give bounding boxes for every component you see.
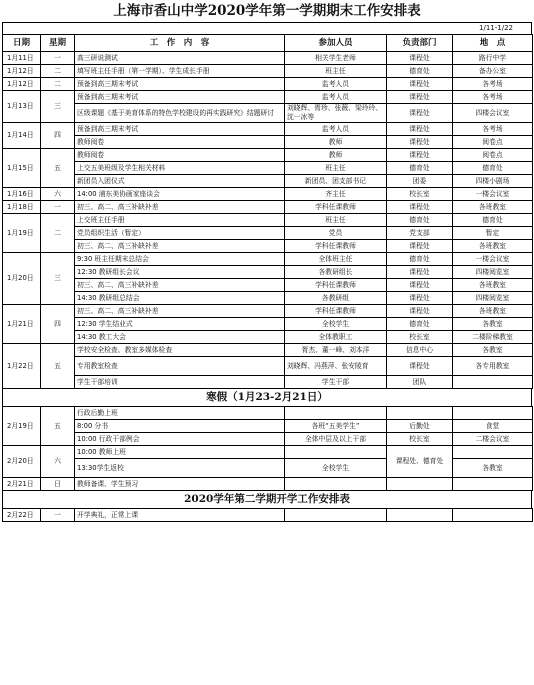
cell-place: 阅卷点 [453,149,533,162]
cell-content: 14:00 浦东美协画家座谈会 [75,188,285,201]
cell-date: 1月19日 [3,214,41,253]
table-row [3,509,533,522]
cell-dept [387,407,453,420]
cell-people: 全体中层及以上干部 [285,433,387,446]
cell-dept [387,509,453,522]
schedule-table-winter [2,406,533,491]
cell-content: 新团员入团仪式 [75,175,285,188]
header-weekday: 星期 [41,35,75,52]
cell-date: 1月18日 [3,201,41,214]
cell-content: 初三、高二、高三补缺补差 [75,240,285,253]
cell-content: 10:00 教师上班 [75,446,285,459]
header-place: 地 点 [453,35,533,52]
cell-dept: 课程处 [387,305,453,318]
cell-content: 13:30学生返校 [75,459,285,478]
cell-date: 1月14日 [3,123,41,149]
cell-place: 各班教室 [453,201,533,214]
table-row [3,344,533,357]
cell-dept: 课程处 [387,292,453,305]
table-row [3,240,533,253]
table-row [3,279,533,292]
cell-place [453,478,533,491]
cell-content: 12:30 教研组长会议 [75,266,285,279]
cell-people: 监考人员 [285,91,387,104]
table-row [3,253,533,266]
cell-dept: 课程处 [387,357,453,376]
cell-people: 学科任课教师 [285,305,387,318]
cell-people: 班主任 [285,214,387,227]
table-row [3,433,533,446]
table-row [3,407,533,420]
header-people: 参加人员 [285,35,387,52]
cell-content: 开学典礼，正常上课 [75,509,285,522]
schedule-sheet [2,0,532,522]
cell-content: 初三、高二、高三补缺补差 [75,279,285,292]
cell-people: 班主任 [285,65,387,78]
cell-date: 1月16日 [3,188,41,201]
cell-weekday: 一 [41,201,75,214]
table-row [3,149,533,162]
table-row [3,201,533,214]
table-row [3,214,533,227]
cell-dept: 后勤处 [387,420,453,433]
cell-weekday: 四 [41,123,75,149]
cell-content: 10:00 行政干部例会 [75,433,285,446]
cell-place: 暂定 [453,227,533,240]
cell-place: 四楼会议室 [453,104,533,123]
cell-place: 备办公室 [453,65,533,78]
table-row [3,136,533,149]
cell-content: 14:30 教工大会 [75,331,285,344]
cell-dept [387,478,453,491]
cell-dept: 课程处 [387,123,453,136]
cell-people [285,407,387,420]
cell-place: 各班教室 [453,279,533,292]
cell-dept: 课程处 [387,91,453,104]
table-row [3,292,533,305]
cell-content: 学校安全检查、教室多媒体检查 [75,344,285,357]
cell-people: 胥杰、董一峰、刘本洋 [285,344,387,357]
cell-place: 德育处 [453,162,533,175]
cell-dept: 课程处 [387,78,453,91]
cell-date: 1月20日 [3,253,41,305]
cell-weekday: 二 [41,78,75,91]
cell-people: 学生干部 [285,376,387,389]
cell-content: 教师备课、学生预习 [75,478,285,491]
cell-date: 2月19日 [3,407,41,446]
cell-weekday: 五 [41,407,75,446]
table-row [3,104,533,123]
cell-dept: 课程处 [387,104,453,123]
cell-people [285,446,387,459]
cell-weekday: 五 [41,149,75,188]
cell-place: 一楼会议室 [453,253,533,266]
cell-date: 1月13日 [3,91,41,123]
cell-weekday: 一 [41,52,75,65]
table-row [3,188,533,201]
cell-place: 各教室 [453,344,533,357]
table-row [3,78,533,91]
cell-people: 监考人员 [285,78,387,91]
cell-place: 阅卷点 [453,136,533,149]
cell-dept: 信息中心 [387,344,453,357]
cell-people: 教师 [285,136,387,149]
cell-place: 四楼小剧场 [453,175,533,188]
cell-dept: 课程处 [387,52,453,65]
cell-content: 上交五美班级及学生相关材料 [75,162,285,175]
header-dept: 负责部门 [387,35,453,52]
cell-weekday: 二 [41,214,75,253]
cell-content: 行政后勤上班 [75,407,285,420]
cell-dept: 课程处 [387,136,453,149]
cell-place: 各教室 [453,459,533,478]
cell-weekday: 一 [41,509,75,522]
cell-content: 专用教室检查 [75,357,285,376]
cell-content: 初三、高二、高三补缺补差 [75,305,285,318]
cell-people: 党员 [285,227,387,240]
cell-people [285,509,387,522]
cell-dept: 课程处 [387,240,453,253]
cell-content: 教师阅卷 [75,149,285,162]
cell-place [453,446,533,459]
cell-place: 各班教室 [453,305,533,318]
date-range: 1/11-1/22 [2,22,532,34]
cell-people: 刘晓辉、冯燕萍、张安陵育 [285,357,387,376]
header-date: 日期 [3,35,41,52]
table-row [3,227,533,240]
schedule-table-semester1 [2,34,533,389]
cell-people: 监考人员 [285,123,387,136]
cell-place: 四楼阅览室 [453,292,533,305]
cell-dept: 德育处 [387,65,453,78]
cell-place: 各考场 [453,78,533,91]
cell-dept: 党支部 [387,227,453,240]
cell-dept: 课程处、德育处 [387,446,453,478]
cell-people: 相关学生老师 [285,52,387,65]
cell-weekday: 五 [41,344,75,389]
cell-content: 上交班主任手册 [75,214,285,227]
cell-date: 1月22日 [3,344,41,389]
cell-weekday: 二 [41,65,75,78]
cell-dept: 德育处 [387,253,453,266]
cell-date: 1月11日 [3,52,41,65]
cell-date: 2月20日 [3,446,41,478]
cell-date: 1月12日 [3,78,41,91]
cell-content: 预备到高三期末考试 [75,91,285,104]
cell-dept: 课程处 [387,266,453,279]
cell-people: 刘晓辉、胥珍、张薇、梁玲玲、沈一冰等 [285,104,387,123]
cell-dept: 课程处 [387,279,453,292]
table-row [3,175,533,188]
cell-weekday: 三 [41,91,75,123]
cell-content: 区级课题《基于美育体系的特色学校建设的再实践研究》结题研讨 [75,104,285,123]
table-row [3,162,533,175]
cell-place [453,376,533,389]
cell-content: 14:30 教研组总结会 [75,292,285,305]
cell-people: 学科任课教师 [285,201,387,214]
cell-content: 高三研说测试 [75,52,285,65]
cell-weekday: 三 [41,253,75,305]
table-row [3,305,533,318]
cell-place [453,407,533,420]
table-row [3,420,533,433]
cell-place: 二楼会议室 [453,433,533,446]
cell-date: 2月22日 [3,509,41,522]
cell-people: 各教研组长 [285,266,387,279]
cell-people: 齐主任 [285,188,387,201]
cell-dept: 课程处 [387,149,453,162]
cell-content: 教师阅卷 [75,136,285,149]
cell-content: 9:30 班主任期末总结会 [75,253,285,266]
cell-content: 预备到高三期末考试 [75,123,285,136]
cell-dept: 课程处 [387,201,453,214]
cell-dept: 团委 [387,175,453,188]
cell-dept: 团队 [387,376,453,389]
cell-dept: 德育处 [387,162,453,175]
cell-weekday: 六 [41,446,75,478]
winter-break-banner: 寒假（1月23-2月21日） [2,389,532,406]
cell-place: 各考场 [453,91,533,104]
cell-place: 四楼阅览室 [453,266,533,279]
cell-people: 学科任课教师 [285,240,387,253]
cell-content: 12:30 学生结业式 [75,318,285,331]
cell-place: 德育处 [453,214,533,227]
cell-date: 1月21日 [3,305,41,344]
cell-people: 全校学生 [285,459,387,478]
cell-people: 班主任 [285,162,387,175]
cell-people: 各班“五美学生” [285,420,387,433]
cell-people: 全校学生 [285,318,387,331]
cell-dept: 校长室 [387,433,453,446]
cell-dept: 德育处 [387,214,453,227]
cell-place: 一楼会议室 [453,188,533,201]
sheet-title: 上海市香山中学2020学年第一学期期末工作安排表 [113,3,421,19]
table-row [3,318,533,331]
cell-people: 全体班主任 [285,253,387,266]
cell-place [453,509,533,522]
cell-people: 各教研组 [285,292,387,305]
header-content: 工 作 内 容 [75,35,285,52]
table-row [3,65,533,78]
spring-semester-banner: 2020学年第二学期开学工作安排表 [2,491,532,508]
cell-place: 各教室 [453,318,533,331]
table-row [3,459,533,478]
cell-content: 党员组织生活（暂定） [75,227,285,240]
cell-content: 填写班主任手册（第一学期）、学生成长手册 [75,65,285,78]
cell-place: 各班教室 [453,240,533,253]
cell-date: 2月21日 [3,478,41,491]
cell-content: 初三、高二、高三补缺补差 [75,201,285,214]
table-row [3,91,533,104]
cell-place: 路行中学 [453,52,533,65]
cell-weekday: 六 [41,188,75,201]
cell-content: 8:00 分书 [75,420,285,433]
table-row [3,123,533,136]
cell-place: 各专用教室 [453,357,533,376]
cell-dept: 校长室 [387,331,453,344]
cell-date: 1月15日 [3,149,41,188]
cell-content: 预备到高三期末考试 [75,78,285,91]
table-row [3,331,533,344]
table-row [3,446,533,459]
cell-dept: 德育处 [387,318,453,331]
cell-people: 全体教职工 [285,331,387,344]
cell-people [285,478,387,491]
schedule-table-semester2 [2,508,533,522]
table-row [3,357,533,376]
table-row [3,266,533,279]
cell-place: 食堂 [453,420,533,433]
cell-weekday: 四 [41,305,75,344]
table-row [3,376,533,389]
cell-date: 1月12日 [3,65,41,78]
cell-people: 新团员、团支部书记 [285,175,387,188]
cell-people: 学科任课教师 [285,279,387,292]
header-row [3,35,533,52]
cell-people: 教师 [285,149,387,162]
cell-weekday: 日 [41,478,75,491]
table-row [3,52,533,65]
table-row [3,478,533,491]
cell-dept: 校长室 [387,188,453,201]
cell-place: 二楼阶梯教室 [453,331,533,344]
cell-place: 各考场 [453,123,533,136]
cell-content: 学生干部培训 [75,376,285,389]
